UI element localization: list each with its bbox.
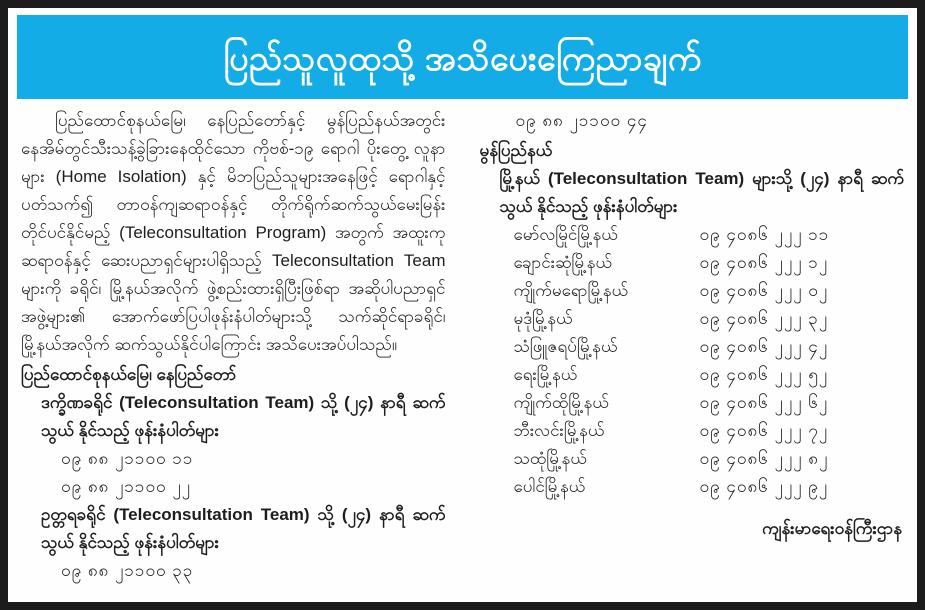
township-row [480,417,905,445]
left-column [21,107,446,585]
township-name: ပေါင်မြို့နယ် [513,477,586,496]
content-columns [17,99,908,585]
township-phone: ၀၉ ၄၀၈၆ ၂၂၂ ၇၂ [699,421,829,440]
township-name: သထုံမြို့နယ် [513,449,587,468]
township-phone: ၀၉ ၄၀၈၆ ၂၂၂ ၃၂ [699,309,829,328]
township-row [480,445,905,473]
township-name: ကျိုက်မရောမြို့နယ် [513,281,629,300]
township-row [480,221,905,249]
phone-number: ၀၉ ၈၈ ၂၁၁၀၀ ၁၁ [61,449,194,468]
township-phone: ၀၉ ၄၀၈၆ ၂၂၂ ၅၂ [699,365,829,384]
region-heading-mon: မွန်ပြည်နယ် [479,141,553,160]
township-row [480,249,905,277]
township-row [480,361,905,389]
township-phone: ၀၉ ၄၀၈၆ ၂၂၂ ၈၂ [699,449,829,468]
page-title: ပြည်သူလူထုသို့ အသိပေးကြေညာချက် [223,40,702,78]
township-name: ဘီးလင်းမြို့နယ် [513,421,605,440]
intro-paragraph: ပြည်ထောင်စုနယ်မြေ၊ နေပြည်တော်နှင့် မွန်ပြည်နယ်အတွင်း နေအိမ်တွင်သီးသန့်ခွဲခြားနေထိုင်သော ကိုဗစ်-၁၉ ရောဂါ ပိုးတွေ့ လူနာများ (Home Isolation) နှင့် မိဘပြည်သူများအနေဖြင့် ရောဂါနှင့် ပတ်သက်၍ တာဝန်ကျဆရာဝန်နှင့် တိုက်ရိုက်ဆက်သွယ်မေးမြန်း တိုင်ပင်နိုင်မည့် (Teleconsultation Program) အတွက် အထူးကု ဆရာဝန်နှင့် ဆေးပညာရှင်များပါရှိသည့် Teleconsultation Team များကို ခရိုင်၊ မြို့နယ်အလိုက် ဖွဲ့စည်းထားရှိပြီးဖြစ်ရာ အဆိုပါပညာရှင် အဖွဲ့များ၏ အောက်ဖော်ပြပါဖုန်းနံပါတ်များသို့ သက်ဆိုင်ရာခရိုင်၊ မြို့နယ်အလိုက် ဆက်သွယ်နိုင်ပါကြောင်း အသိပေးအပ်ပါသည်။ [21,111,446,354]
right-column [480,107,905,585]
township-phone: ၀၉ ၄၀၈၆ ၂၂၂ ၀၂ [699,281,829,300]
township-row [480,389,905,417]
section-title-uttara: ဥတ္တရခရိုင် (Teleconsultation Team) သို့ (၂၄) နာရီ ဆက်သွယ် နိုင်သည့် ဖုန်းနံပါတ်များ [41,505,446,552]
township-row [480,305,905,333]
section-title-dakkhina: ဒက္ခိဏခရိုင် (Teleconsultation Team) သို့ (၂၄) နာရီ ဆက်သွယ် နိုင်သည့် ဖုန်းနံပါတ်များ [41,393,446,440]
township-name: မော်လမြိုင်မြို့နယ် [513,225,618,244]
region-heading-naypyitaw: ပြည်ထောင်စုနယ်မြေ၊ နေပြည်တော် [21,365,237,384]
ministry-signature: ကျန်းမာရေးဝန်ကြီးဌာန [762,519,902,538]
title-banner [17,15,908,99]
phone-number: ၀၉ ၈၈ ၂၁၁၀၀ ၄၄ [515,111,648,130]
township-row [480,333,905,361]
township-phone: ၀၉ ၄၀၈၆ ၂၂၂ ၉၂ [699,477,829,496]
township-name: သံဖြူဇရပ်မြို့နယ် [513,337,618,356]
township-phone: ၀၉ ၄၀၈၆ ၂၂၂ ၁၁ [699,225,830,244]
section-title-townships: မြို့နယ် (Teleconsultation Team) များသို့ (၂၄) နာရီ ဆက်သွယ် နိုင်သည့် ဖုန်းနံပါတ်များ [499,169,904,216]
township-name: ရေးမြို့နယ် [513,365,578,384]
township-phone: ၀၉ ၄၀၈၆ ၂၂၂ ၁၂ [699,253,829,272]
township-name: မုဒုံမြို့နယ် [513,309,573,328]
township-row [480,277,905,305]
township-row [480,473,905,501]
township-name: ကျိုက်ထိုမြို့နယ် [513,393,609,412]
township-phone: ၀၉ ၄၀၈၆ ၂၂၂ ၆၂ [699,393,829,412]
phone-number: ၀၉ ၈၈ ၂၁၁၀၀ ၃၃ [61,561,194,580]
township-phone: ၀၉ ၄၀၈၆ ၂၂၂ ၄၂ [699,337,829,356]
phone-number: ၀၉ ၈၈ ၂၁၁၀၀ ၂၂ [61,477,192,496]
township-name: ချောင်းဆုံမြို့နယ် [513,253,612,272]
